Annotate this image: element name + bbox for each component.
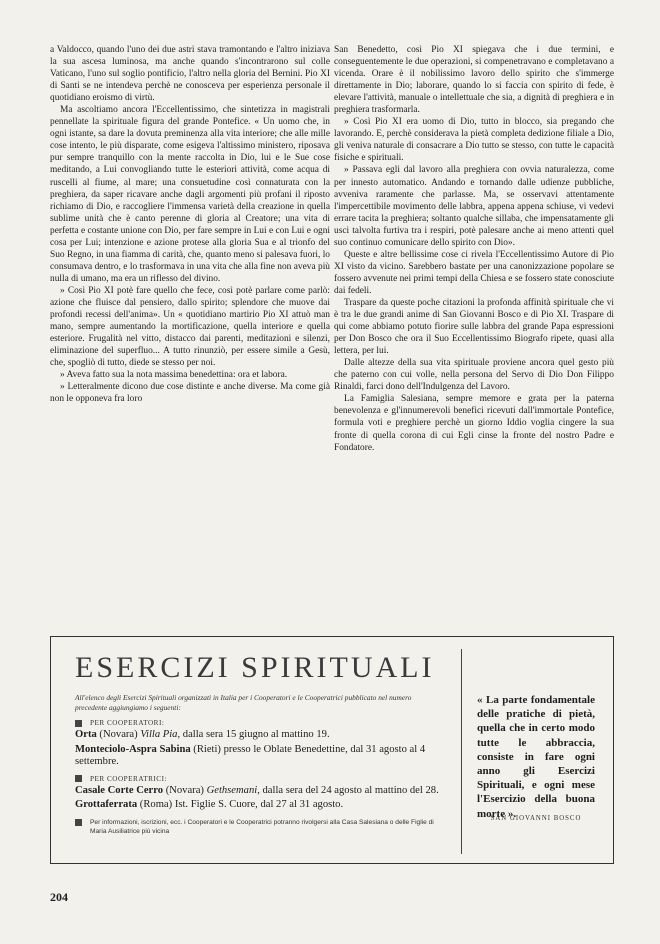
paragraph: » Letteralmente dicono due cose distinte e anche diverse. Ma come già non le opponeva fra loro <box>50 382 330 405</box>
paragraph: Traspare da queste poche citazioni la profonda affinità spirituale che vi è tra le due grandi anime di San Giovanni Bosco e di Pio XI. Traspare di qui come abbiamo potuto fiorire sulle labbra del grande Papa espressioni per Don Bosco che ora il Suo Eccellentissimo Biografo ripete, quasi alla lettera, per lui. <box>334 297 614 357</box>
square-bullet-icon <box>75 775 82 782</box>
paragraph: San Benedetto, così Pio XI spiegava che i due termini, e conseguentemente le due operazioni, si compenetravano e completavano a vicenda. Orare è il nobilissimo lavoro dello spirito che s'immerge direttamente in Dio; laborare, quando lo si faccia con spirito di fede, è elevare l'attività, manuale o intellettuale che sia, a dignità di preghiera e in preghiera trasformarla. <box>334 45 614 116</box>
paragraph: Dalle altezze della sua vita spirituale proviene ancora quel gesto più che paterno con cui volle, nella persona del Servo di Dio Don Filippo Rinaldi, farci dono dell'Indulgenza del Lavoro. <box>334 358 614 393</box>
section-heading-label: PER COOPERATRICI: <box>90 774 167 783</box>
retreat-details: (Novara) <box>163 784 207 796</box>
retreat-place: Casale Corte Cerro <box>75 784 164 796</box>
vertical-divider <box>461 649 462 854</box>
retreat-details: (Rieti) presso le Oblate Benedettine, dal 31 agosto al 4 settembre. <box>75 743 426 767</box>
info-note-text: Per informazioni, iscrizioni, ecc. i Cooperatori e le Cooperatrici potranno rivolgersi alla Casa Salesiana o delle Figlie di Maria Ausiliatrice più vicina <box>90 818 434 835</box>
box-intro: All'elenco degli Esercizi Spirituali organizzati in Italia per i Cooperatori e le Cooperatrici pubblicato nel numero precedente aggiungiamo i seguenti: <box>75 693 412 712</box>
page-number: 204 <box>50 890 68 904</box>
retreat-place: Monteciolo-Aspra Sabina <box>75 743 191 755</box>
paragraph: » Passava egli dal lavoro alla preghiera con ovvia naturalezza, come per innesto automatico. Andando e tornando dalle udienze pubbliche, avveniva raramente che parlasse. Ma, se osservavi attentamente l'impercettibile movimento delle labbra, appena appena schiuse, vi vedevi errare tacita la preghiera; soltanto qualche sillaba, che impensatamente gli usci talvolta furtiva tra i respiri, potè palesare anche ai meno attenti quel suo continuo comunicare dello spirito con Dio». <box>334 165 614 248</box>
retreat-details: (Novara) <box>96 729 141 740</box>
text-column-left <box>50 44 330 405</box>
paragraph: La Famiglia Salesiana, sempre memore e grata per la paterna benevolenza e gl'innumerevoli benefici ricevuti dall'immortale Pontefice, formula voti e preghiere perchè un giorno Iddio voglia cingere la sua fronte di quella corona di cui Egli cinse la fronte del nostro Padre e Fondatore. <box>334 394 614 453</box>
paragraph: » Così Pio XI era uomo di Dio, tutto in blocco, sia pregando che lavorando. E, perchè considerava la pietà completa dedizione filiale a Dio, gli veniva naturale di consacrare a Dio tutto se stesso, con tutte le capacità fisiche e spirituali. <box>334 117 614 164</box>
retreat-place: Orta <box>75 729 97 740</box>
retreat-entry <box>75 744 445 769</box>
retreat-dates: , dalla sera 15 giugno al mattino 19. <box>177 729 330 740</box>
retreat-dates: , dalla sera del 24 agosto al mattino del 28. <box>257 784 439 796</box>
info-note <box>75 818 445 836</box>
retreat-details: (Roma) Ist. Figlie S. Cuore, dal 27 al 31 agosto. <box>137 799 344 810</box>
retreat-entry <box>75 785 445 798</box>
paragraph: Ma ascoltiamo ancora l'Eccellentissimo, che sintetizza in magistrali pennellate la spirituale figura del grande Pontefice. « Un uomo che, in ogni istante, sa dare la dovuta preminenza alla vita interiore; che alle mille cose intento, le più disparate, come esigeva l'altissimo ministero, riposava pur sempre tranquillo con la mente raccolta in Dio, lui e le Sue cose meditando, a Lui convogliando tutte le esteriori attività, come acqua di ruscelli al fiume, al mare; una consuetudine così connaturata con la preghiera, da saper ricavare anche dagli argomenti più profani il riposto richiamo di Dio, e raccogliere l'immensa varietà della creazione in quella sublime unità che è canto perenne di gloria al Creatore; una vita di perfetta e costante unione con Dio, per fare sempre in Lui e con Lui e ogni cosa per Lui; intenzione e azione protese alla gloria Sua e al trionfo del Suo Regno, in una fiamma di carità, che, quanto meno si palesava fuori, lo consumava dentro, e lo trasformava in una vita che alla fine non aveva più nulla di umano, ma era un riflesso del divino. <box>50 105 330 284</box>
retreat-house: Villa Pia <box>140 729 178 740</box>
retreat-list <box>75 693 445 836</box>
paragraph: a Valdocco, quando l'uno dei due astri stava tramontando e l'altro iniziava la sua ascesa luminosa, ma anche quando s'incontrarono sul colle Vaticano, l'uno sul soglio pontificio, l'altro nella gloria del Bernini. Pio XI di Santi se ne intendeva perchè ne conosceva per esperienza personale il quotidiano eroismo di virtù. <box>50 45 330 104</box>
retreat-announcement-box <box>50 636 614 864</box>
paragraph: » Aveva fatto sua la nota massima benedettina: ora et labora. <box>60 370 288 381</box>
retreat-entry <box>75 799 445 812</box>
retreat-entry <box>75 729 445 742</box>
quote-author: SAN GIOVANNI BOSCO <box>490 815 582 822</box>
paragraph: Queste e altre bellissime cose ci rivela l'Eccellentissimo Autore di Pio XI visto da vicino. Sarebbero bastate per una canonizzazione popolare se fossero avvenute nei primi tempi della Chiesa e se fossero state conosciute dai fedeli. <box>334 249 614 296</box>
section-heading-women <box>75 775 445 783</box>
quote-text: « La parte fondamentale delle pratiche di pietà, quella che in certo modo tutte le abbraccia, consiste in fare ogni anno gli Esercizi Spirituali, e ogni mese l'Esercizio della buona morte ». <box>477 694 595 820</box>
section-heading-men <box>75 719 445 727</box>
box-title: ESERCIZI SPIRITUALI <box>75 651 435 684</box>
paragraph: » Così Pio XI potè fare quello che fece, così potè parlare come parlò: azione che fluisce dal pensiero, dallo spirito; splendore che muove dai profondi recessi dell'anima». Un « quotidiano martirio Pio XI attuò man mano, sempre aumentando la mortificazione, quella interiore e quella esteriore. Frugalità nel vitto, distacco dai parenti, meditazioni e silenzi, eliminazione del superfluo... A tutto rinunziò, per essere simile a Gesù, che, spogliò di tutto, diede se stesso per noi. <box>50 285 330 369</box>
retreat-house: Gethsemani <box>206 784 258 796</box>
square-bullet-icon <box>75 720 82 727</box>
square-bullet-icon <box>75 819 82 826</box>
section-heading-label: PER COOPERATORI: <box>90 719 165 727</box>
retreat-place: Grottaferrata <box>75 799 138 810</box>
text-column-right <box>334 44 614 454</box>
